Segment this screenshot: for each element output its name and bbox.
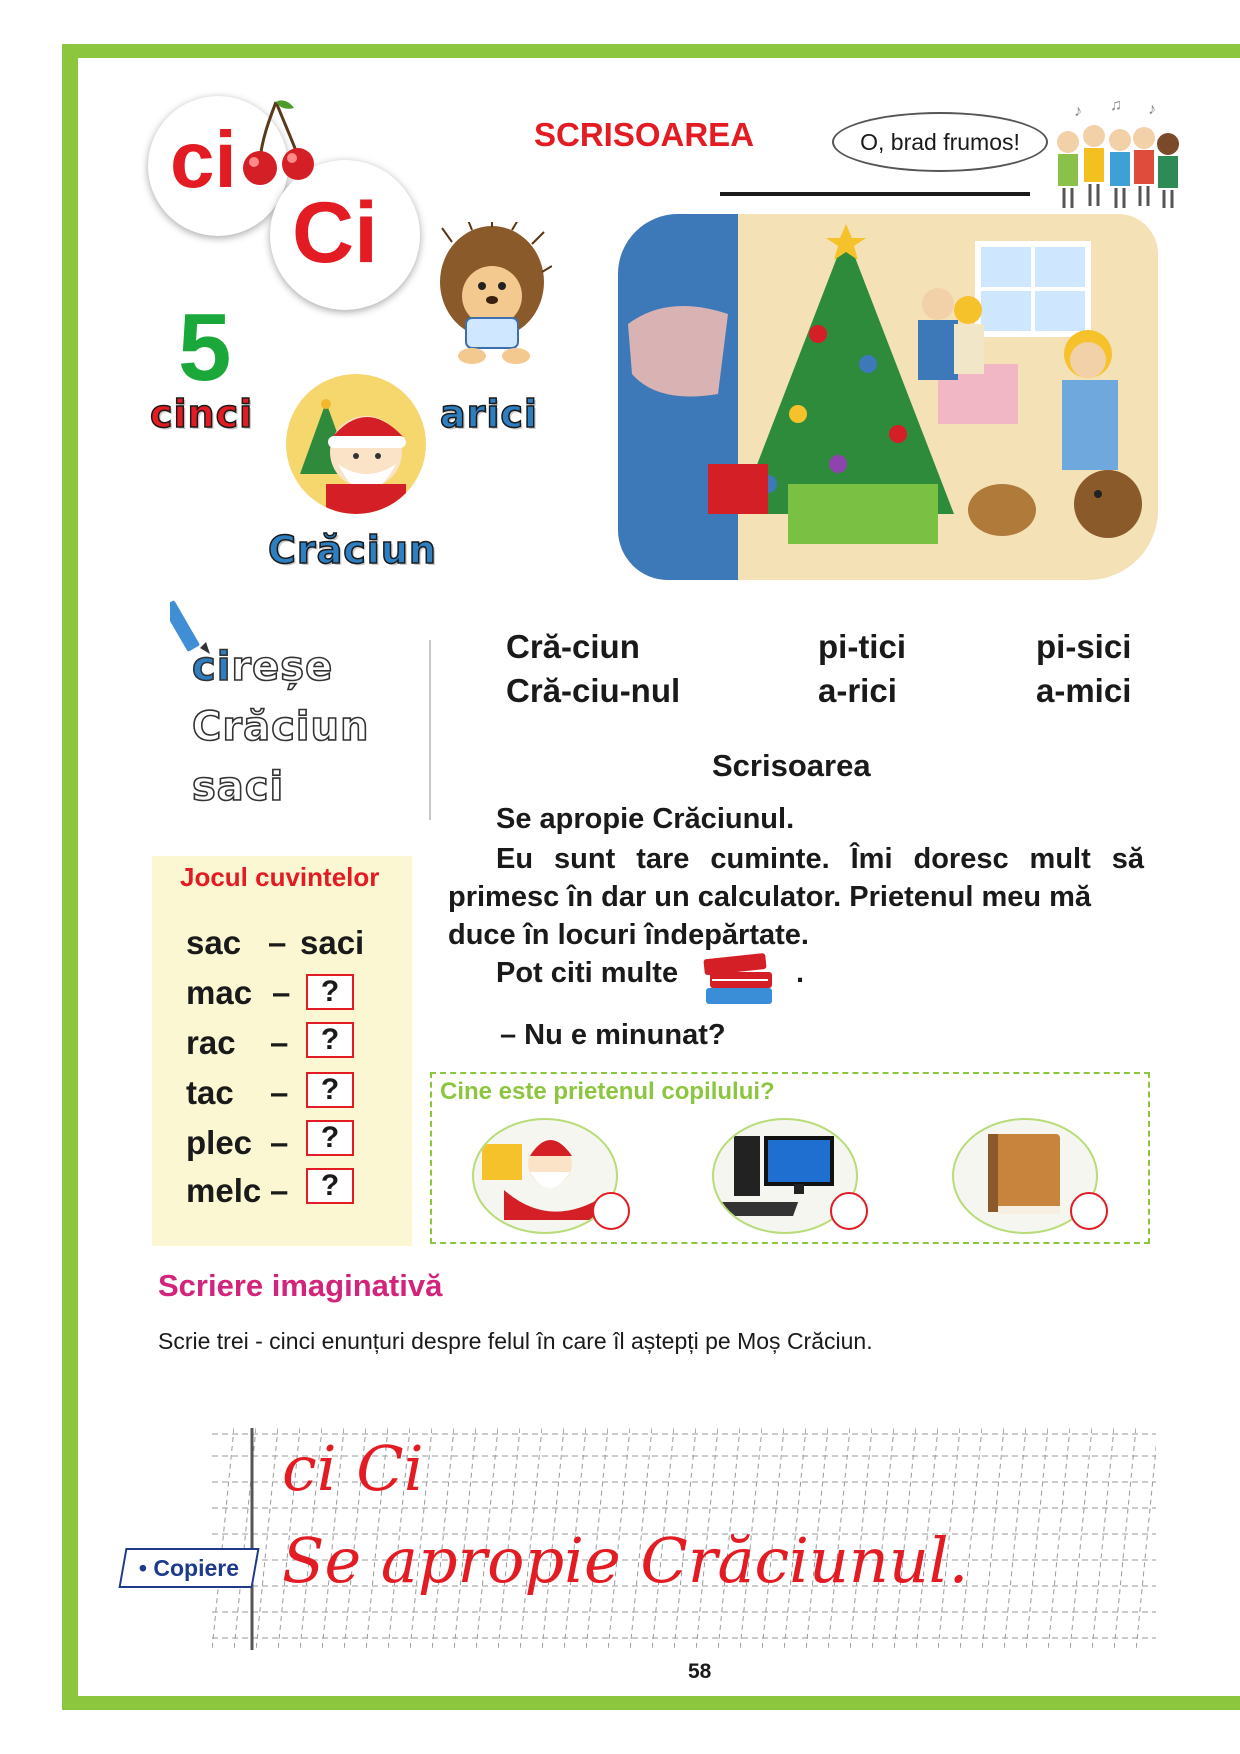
- copy-line-2: Se apropie Crăciunul.: [282, 1524, 969, 1597]
- story-line-5: Pot citi multe: [496, 957, 679, 989]
- svg-text:♪: ♪: [1074, 103, 1082, 120]
- copy-label: [118, 1548, 259, 1588]
- story-line-4: duce în locuri îndepărtate.: [448, 919, 809, 951]
- word-game-dash-4: –: [270, 1074, 289, 1111]
- speech-bubble: [832, 112, 1048, 172]
- christmas-scene-illustration: [618, 214, 1158, 580]
- label-arici: arici: [440, 392, 538, 436]
- word-game-word-1: sac: [186, 924, 242, 961]
- cherries-icon: [240, 98, 320, 188]
- word-game-dash-1: –: [268, 924, 287, 961]
- syllable-col3-row1: pi-sici: [1036, 628, 1132, 665]
- syllable-col1-row1: Cră-ciun: [506, 628, 640, 665]
- numeral-digit: 5: [178, 294, 232, 401]
- word-game-word-5: plec: [186, 1124, 253, 1161]
- outline-word-rest: reșe: [231, 644, 334, 690]
- story-line-6: – Nu e minunat?: [500, 1019, 726, 1051]
- word-game-title: Jocul cuvintelor: [180, 862, 380, 892]
- word-game-answer-box-3[interactable]: ?: [306, 1022, 354, 1058]
- word-game-word-2: mac: [186, 974, 253, 1011]
- svg-text:♪: ♪: [1148, 101, 1156, 118]
- word-game-answer-1: saci: [300, 924, 365, 961]
- books-icon: [702, 948, 778, 1010]
- story-line-1: Se apropie Crăciunul.: [496, 803, 795, 835]
- word-game-answer-box-5[interactable]: ?: [306, 1120, 354, 1156]
- word-game-word-6: melc: [186, 1172, 262, 1209]
- story-line-2: Eu sunt tare cuminte. Îmi doresc mult să: [496, 843, 1144, 875]
- page-frame-left: [62, 44, 78, 1710]
- word-game-dash-6: –: [270, 1172, 289, 1209]
- hedgehog-illustration: [432, 222, 552, 372]
- quiz-answer-circle-1[interactable]: [592, 1192, 630, 1230]
- word-game-answer-box-6[interactable]: ?: [306, 1168, 354, 1204]
- numeral-word: cinci: [150, 392, 254, 436]
- speech-bubble-text: O, brad frumos!: [860, 128, 1020, 155]
- page-frame-bottom: [62, 1696, 1240, 1710]
- title-write-line: [720, 192, 1030, 196]
- page-title: SCRISOAREA: [534, 116, 755, 153]
- quiz-question: Cine este prietenul copilului?: [440, 1078, 775, 1105]
- label-craciun: Crăciun: [268, 528, 437, 572]
- divider-vertical: [429, 640, 431, 820]
- word-game-dash-5: –: [270, 1124, 289, 1161]
- syllable-col3-row2: a-mici: [1036, 672, 1132, 709]
- word-game-answer-box-4[interactable]: ?: [306, 1072, 354, 1108]
- quiz-answer-circle-2[interactable]: [830, 1192, 868, 1230]
- syllable-col2-row2: a-rici: [818, 672, 897, 709]
- word-game-answer-box-2[interactable]: ?: [306, 974, 354, 1010]
- story-line-5-end: .: [796, 957, 805, 989]
- letter-upper: Ci: [292, 185, 378, 281]
- copy-line-1: ci Ci: [282, 1432, 424, 1505]
- story-title: Scrisoarea: [712, 748, 871, 783]
- word-game-word-3: rac: [186, 1024, 236, 1061]
- outline-word-highlight: ci: [192, 644, 232, 690]
- outline-word-2: Crăciun: [192, 704, 370, 750]
- letter-lower: ci: [170, 115, 237, 204]
- page-frame-top: [62, 44, 1240, 58]
- word-game-dash-3: –: [270, 1024, 289, 1061]
- copy-label-text: • Copiere: [138, 1554, 240, 1581]
- writing-title: Scriere imaginativă: [158, 1268, 443, 1303]
- outline-word-1: [192, 644, 333, 690]
- outline-word-3: saci: [192, 764, 285, 810]
- syllable-col2-row1: pi-tici: [818, 628, 906, 665]
- word-game-dash-2: –: [272, 974, 291, 1011]
- syllable-col1-row2: Cră-ciu-nul: [506, 672, 681, 709]
- writing-instruction: Scrie trei - cinci enunțuri despre felul în care îl aștepți pe Moș Crăciun.: [158, 1328, 873, 1354]
- word-game-word-4: tac: [186, 1074, 234, 1111]
- quiz-answer-circle-3[interactable]: [1070, 1192, 1108, 1230]
- singing-children-illustration: [1048, 96, 1184, 216]
- svg-text:♫: ♫: [1110, 97, 1122, 114]
- santa-illustration: [286, 374, 426, 514]
- story-line-3: primesc în dar un calculator. Prietenul meu mă: [448, 881, 1092, 913]
- page-number: 58: [688, 1660, 712, 1683]
